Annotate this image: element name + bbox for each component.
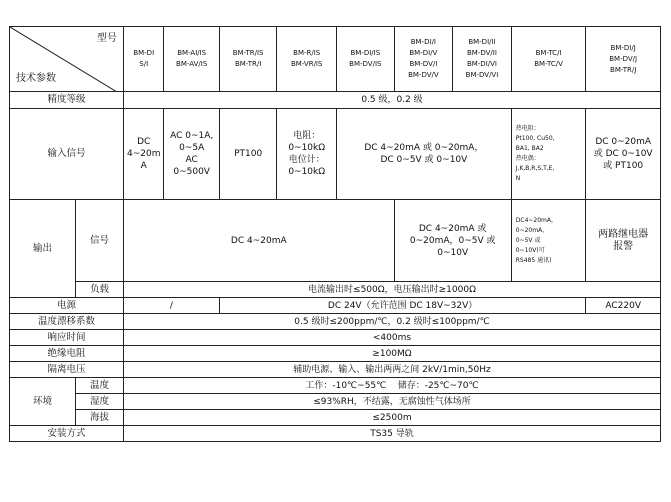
drift-row [10,314,661,330]
output-load-row [10,282,661,298]
env-altitude-row [10,410,661,426]
input-cell: DC 0~20mA 或 DC 0~10V 或 PT100 [586,109,661,200]
input-cell: 电阻： 0~10kΩ 电位计： 0~10kΩ [277,109,337,200]
env-altitude-label: 海拔 [76,410,124,426]
power-row [10,298,661,314]
model-cell: BM-TC/I BM-TC/V [511,27,586,92]
env-humidity-row [10,394,661,410]
output-load-value: 电流输出时≤500Ω，电压输出时≥1000Ω [123,282,660,298]
mounting-label: 安装方式 [10,426,124,442]
spec-table [9,26,661,442]
env-altitude-value: ≤2500m [123,410,660,426]
input-cell: PT100 [219,109,277,200]
env-label: 环境 [10,378,76,426]
precision-value: 0.5 级，0.2 级 [123,92,660,109]
isolation-label: 隔离电压 [10,362,124,378]
mounting-row [10,426,661,442]
response-label: 响应时间 [10,330,124,346]
precision-row [10,92,661,109]
isolation-row [10,362,661,378]
env-humidity-value: ≤93%RH，不结露，无腐蚀性气体场所 [123,394,660,410]
power-slash: / [123,298,219,314]
output-signal-main: DC 4~20mA [123,200,394,282]
model-cell: BM-AI/IS BM-AV/IS [164,27,219,92]
header-corner [10,27,124,92]
spec-table-container [9,26,661,442]
output-signal-relay: 两路继电器 报警 [586,200,661,282]
model-cell: BM-DI/II BM-DV/II BM-DI/VI BM-DV/VI [453,27,512,92]
isolation-value: 辅助电源、输入、输出两两之间 2kV/1min,50Hz [123,362,660,378]
insulation-label: 绝缘电阻 [10,346,124,362]
insulation-row [10,346,661,362]
output-signal-tc: DC4~20mA， 0~20mA， 0~5V 或 0~10V(可 RS485 通讯) [511,200,586,282]
env-humidity-label: 湿度 [76,394,124,410]
corner-model-label: 型号 [96,33,117,44]
input-cell: 热电阻： Pt100, Cu50, BA1, BA2 热电偶： J,K,B,R,S,T,E, N [511,109,586,200]
drift-value: 0.5 级时≤200ppm/℃，0.2 级时≤100ppm/℃ [123,314,660,330]
input-cell: DC 4~20mA 或 0~20mA， DC 0~5V 或 0~10V [337,109,512,200]
power-ac: AC220V [586,298,661,314]
model-cell: BM-DI/I BM-DI/V BM-DV/I BM-DV/V [394,27,453,92]
model-cell: BM-DI/J BM-DV/J BM-TR/J [586,27,661,92]
response-value: <400ms [123,330,660,346]
power-label: 电源 [10,298,124,314]
insulation-value: ≥100MΩ [123,346,660,362]
output-signal-mid: DC 4~20mA 或 0~20mA，0~5V 或 0~10V [394,200,511,282]
response-row [10,330,661,346]
env-temp-label: 温度 [76,378,124,394]
output-signal-label: 信号 [76,200,124,282]
model-cell: BM-DI/IS BM-DV/IS [337,27,395,92]
model-cell: BM-TR/IS BM-TR/I [219,27,277,92]
input-cell: DC 4~20m A [123,109,163,200]
model-cell: BM-R/IS BM-VR/IS [277,27,337,92]
env-temp-row [10,378,661,394]
header-row [10,27,661,92]
output-signal-row [10,200,661,282]
drift-label: 温度漂移系数 [10,314,124,330]
input-cell: AC 0~1A, 0~5A AC 0~500V [164,109,219,200]
power-value: DC 24V（允许范围 DC 18V~32V） [219,298,585,314]
output-load-label: 负载 [76,282,124,298]
input-row [10,109,661,200]
output-label: 输出 [10,200,76,298]
env-temp-value: 工作：-10℃~55℃ 储存：-25℃~70℃ [123,378,660,394]
mounting-value: TS35 导轨 [123,426,660,442]
input-label: 输入信号 [10,109,124,200]
model-cell: BM-DI S/I [123,27,163,92]
corner-param-label: 技术参数 [16,73,56,84]
precision-label: 精度等级 [10,92,124,109]
